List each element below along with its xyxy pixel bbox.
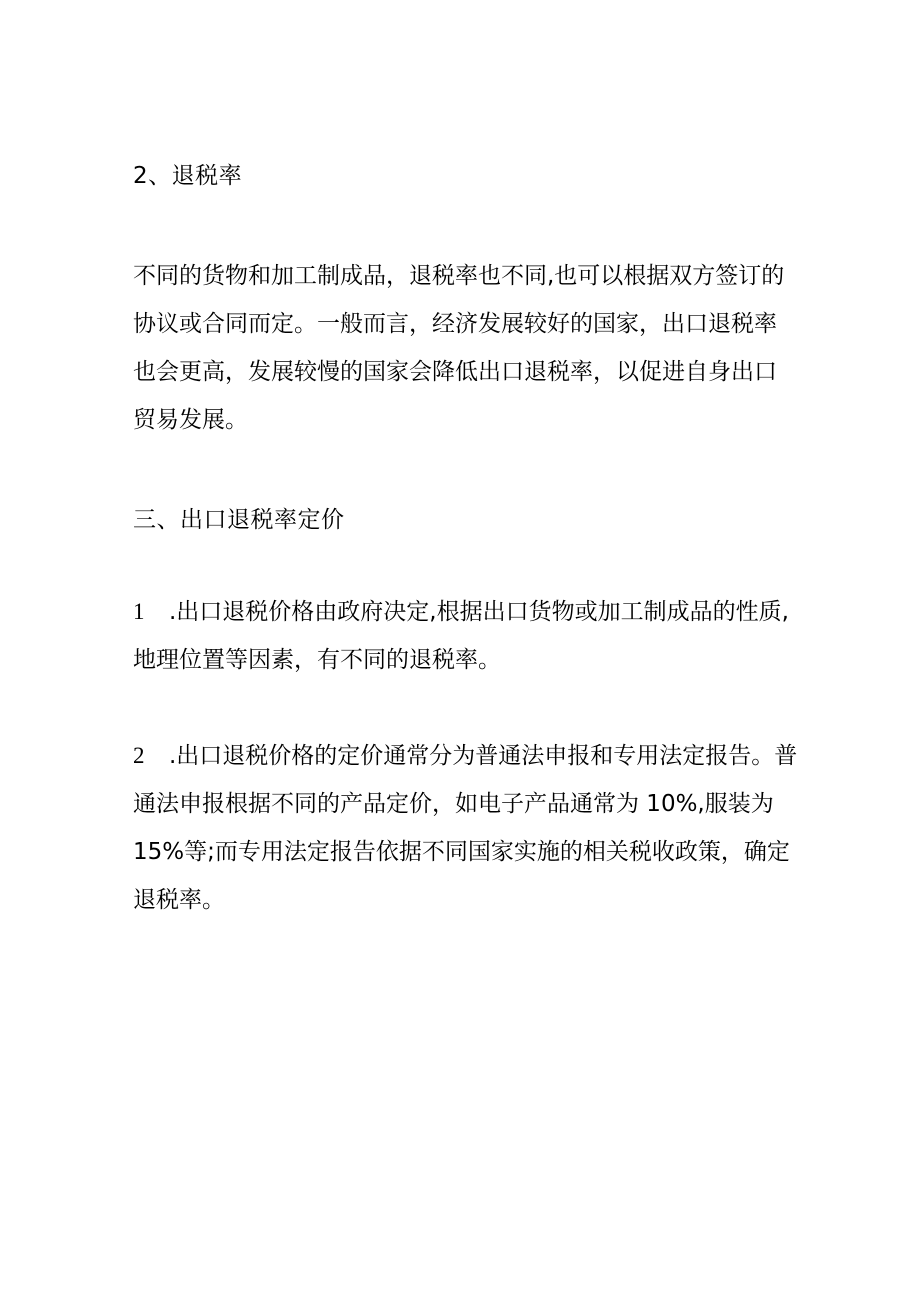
list-item-number: 1 xyxy=(133,599,145,624)
paragraph-line: 贸易发展。 xyxy=(133,407,248,433)
list-item-line: 地理位置等因素，有不同的退税率。 xyxy=(133,647,501,673)
paragraph-line: 也会更高，发展较慢的国家会降低出口退税率，以促进自身出口 xyxy=(133,359,777,385)
section-heading-export-refund-pricing: 三、出口退税率定价 xyxy=(133,507,345,533)
list-item-line: 通法申报根据不同的产品定价，如电子产品通常为 10%,服装为 xyxy=(133,791,774,817)
list-item-line: 15%等;而专用法定报告依据不同国家实施的相关税收政策，确定 xyxy=(133,839,790,865)
paragraph-line: 不同的货物和加工制成品，退税率也不同,也可以根据双方签订的 xyxy=(133,263,785,289)
paragraph-line: 协议或合同而定。一般而言，经济发展较好的国家，出口退税率 xyxy=(133,311,777,337)
section-heading-tax-refund-rate: 2、退税率 xyxy=(133,163,243,189)
list-item-line xyxy=(133,741,813,771)
list-item-number: 2 xyxy=(133,743,145,768)
list-item-line xyxy=(133,597,813,627)
list-item-text: .出口退税价格的定价通常分为普通法申报和专用法定报告。普 xyxy=(169,743,798,769)
list-item-line: 退税率。 xyxy=(133,887,225,913)
list-item-text: .出口退税价格由政府决定,根据出口货物或加工制成品的性质, xyxy=(169,599,789,625)
